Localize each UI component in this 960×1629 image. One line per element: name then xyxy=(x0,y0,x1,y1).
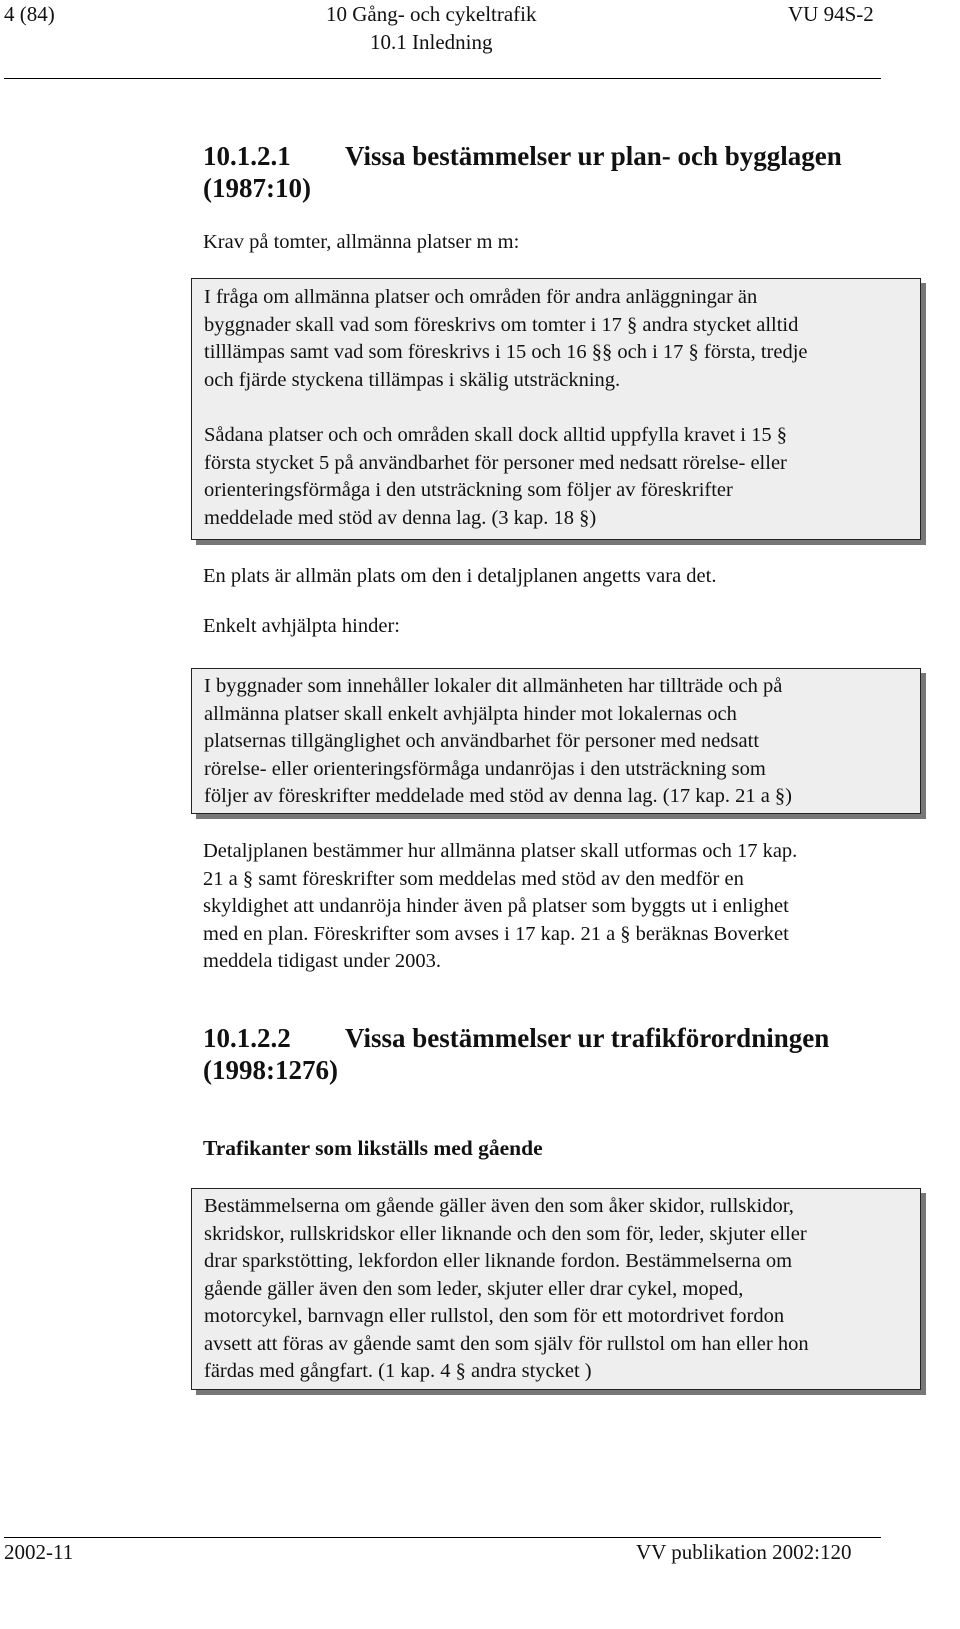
footer-rule xyxy=(4,1537,881,1538)
quote-line: första stycket 5 på användbarhet för personer med nedsatt rörelse- eller xyxy=(204,451,787,474)
header-rule xyxy=(4,78,881,79)
section-title-line2: (1998:1276) xyxy=(203,1055,338,1085)
header-page-number: 4 (84) xyxy=(4,2,55,26)
quote-line: meddelade med stöd av denna lag. (3 kap. 18 §) xyxy=(204,506,597,529)
header-chapter: 10 Gång- och cykeltrafik xyxy=(326,2,537,26)
footer-publication: VV publikation 2002:120 xyxy=(636,1540,852,1564)
law-quote-box xyxy=(191,1188,921,1390)
note-paragraph xyxy=(203,838,797,976)
quote-line: skridskor, rullskridskor eller liknande och den som för, leder, skjuter eller xyxy=(204,1222,807,1245)
quote-line: rörelse- eller orienteringsförmåga undanröjas i den utsträckning som xyxy=(204,757,766,780)
quote-line: Sådana platser och och områden skall dock alltid uppfylla kravet i 15 § xyxy=(204,424,787,446)
law-quote-box xyxy=(191,668,921,814)
section-number: 10.1.2.1 xyxy=(203,141,291,171)
quote-line: byggnader skall vad som föreskrivs om tomter i 17 § andra stycket alltid xyxy=(204,313,799,336)
note-text: En plats är allmän plats om den i detaljplanen angetts vara det. xyxy=(203,565,717,587)
quote-line: orienteringsförmåga i den utsträckning som följer av föreskrifter xyxy=(204,479,733,501)
quote-line: gående gäller även den som leder, skjuter eller drar cykel, moped, xyxy=(204,1277,744,1300)
intro-text: Enkelt avhjälpta hinder: xyxy=(203,615,400,637)
note-line: med en plan. Föreskrifter som avses i 17 kap. 21 a § beräknas Boverket xyxy=(203,922,789,945)
note-line: meddela tidigast under 2003. xyxy=(203,950,441,972)
quote-line: platsernas tillgänglighet och användbarhet för personer med nedsatt xyxy=(204,730,760,752)
section-number: 10.1.2.2 xyxy=(203,1023,291,1053)
intro-text: Krav på tomter, allmänna platser m m: xyxy=(203,231,520,253)
quote-line: avsett att föras av gående samt den som själv för rullstol om han eller hon xyxy=(204,1332,809,1355)
section-title-line2: (1987:10) xyxy=(203,173,311,203)
note-line: skyldighet att undanröja hinder även på platser som byggts ut i enlighet xyxy=(203,895,789,917)
quote-line: allmänna platser skall enkelt avhjälpta hinder mot lokalernas och xyxy=(204,702,737,725)
footer-date: 2002-11 xyxy=(4,1540,74,1564)
quote-line: drar sparkstötting, lekfordon eller liknande fordon. Bestämmelserna om xyxy=(204,1250,793,1272)
quote-line: I byggnader som innehåller lokaler dit allmänheten har tillträde och på xyxy=(204,675,783,697)
quote-line: följer av föreskrifter meddelade med stöd av denna lag. (17 kap. 21 a §) xyxy=(204,785,793,807)
header-section: 10.1 Inledning xyxy=(370,30,493,54)
quote-line: motorcykel, barnvagn eller rullstol, den som för ett motordrivet fordon xyxy=(204,1305,785,1327)
note-line: 21 a § samt föreskrifter som meddelas med stöd av den medför en xyxy=(203,867,744,890)
section-title: Vissa bestämmelser ur plan- och bygglagen xyxy=(345,141,842,171)
quote-line: färdas med gångfart. (1 kap. 4 § andra stycket ) xyxy=(204,1360,592,1382)
law-quote-box xyxy=(191,278,921,540)
header-doc-id: VU 94S-2 xyxy=(788,2,874,26)
quote-line: I fråga om allmänna platser och områden för andra anläggningar än xyxy=(204,286,758,308)
quote-line: tilllämpas samt vad som föreskrivs i 15 och 16 §§ och i 17 § första, tredje xyxy=(204,341,808,363)
subheading: Trafikanter som likställs med gående xyxy=(203,1136,543,1160)
section-title: Vissa bestämmelser ur trafikförordningen xyxy=(345,1023,830,1053)
quote-line: Bestämmelserna om gående gäller även den som åker skidor, rullskidor, xyxy=(204,1195,794,1217)
quote-line: och fjärde styckena tillämpas i skälig utsträckning. xyxy=(204,368,621,391)
note-line: Detaljplanen bestämmer hur allmänna platser skall utformas och 17 kap. xyxy=(203,840,798,862)
